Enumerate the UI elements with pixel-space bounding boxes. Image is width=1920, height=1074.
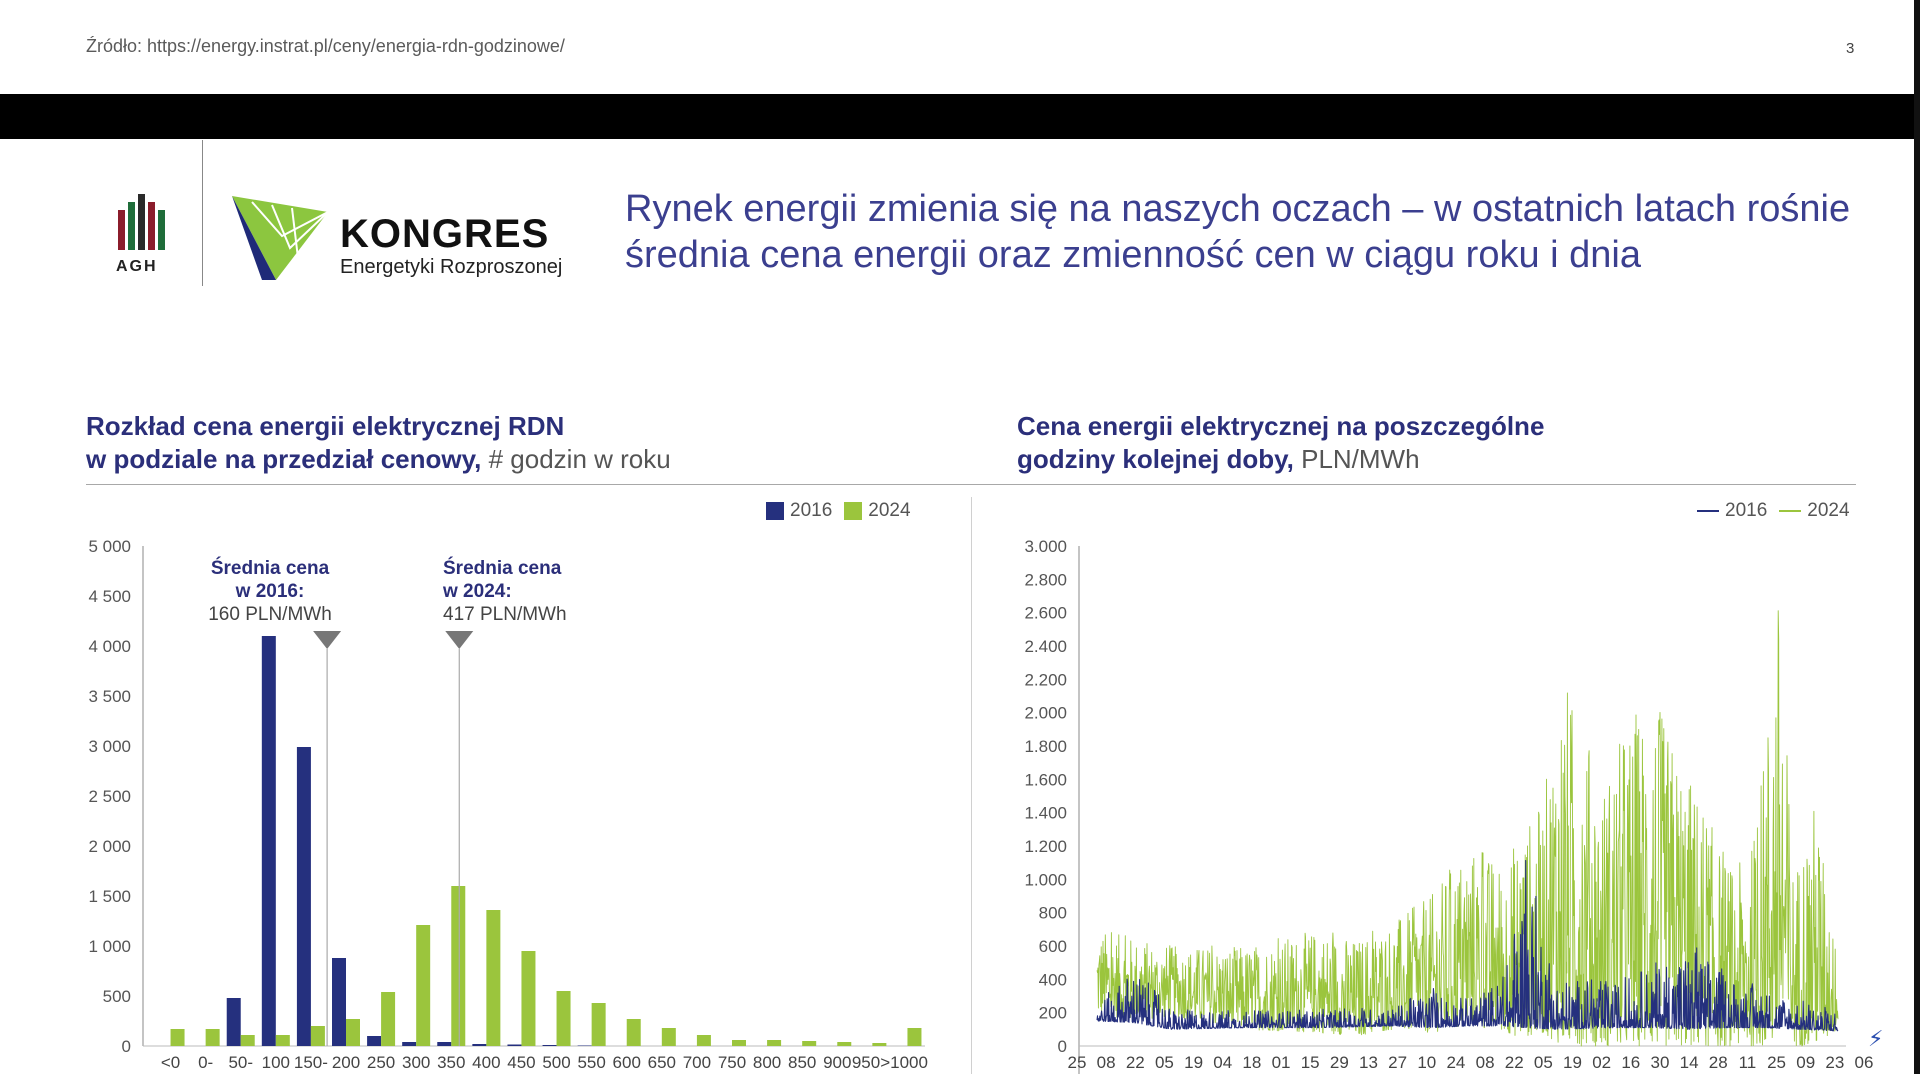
left-y-tick-label: 4 000 — [88, 637, 131, 656]
annotation-2024 — [443, 557, 593, 626]
left-x-tick-label: 100 — [261, 1053, 291, 1072]
bar-2024 — [557, 991, 571, 1046]
right-x-tick-label: 04 — [1213, 1053, 1233, 1072]
left-y-tick-label: 5 000 — [88, 537, 131, 556]
bar-2024 — [627, 1019, 641, 1046]
left-x-tick-label: 750 — [717, 1053, 747, 1072]
bar-2016 — [402, 1042, 416, 1046]
legend-line-label-2024: 2024 — [1807, 500, 1850, 521]
right-y-tick-label: 1.400 — [1024, 803, 1067, 823]
agh-logo-text: AGH — [116, 258, 158, 275]
right-x-tick-label: 28 — [1708, 1053, 1728, 1072]
legend-label-2024: 2024 — [868, 500, 911, 521]
left-title-line1: Rozkład cena energii elektrycznej RDN — [86, 411, 565, 441]
bar-2024 — [451, 886, 465, 1046]
right-x-tick-label: 30 — [1650, 1053, 1670, 1072]
left-y-tick-label: 3 500 — [88, 687, 131, 706]
left-x-tick-label: 900 — [823, 1053, 852, 1072]
left-x-tick-label: 0- — [198, 1053, 214, 1072]
right-x-tick-label: 29 — [1329, 1053, 1349, 1072]
bar-2024 — [521, 951, 535, 1046]
right-x-tick-label: 08 — [1475, 1053, 1495, 1072]
bar-2016 — [367, 1036, 381, 1046]
right-x-tick-label: 13 — [1359, 1053, 1378, 1072]
right-y-tick-label: 1.600 — [1024, 770, 1067, 790]
ann-2016-value: 160 PLN/MWh — [208, 604, 332, 625]
right-x-tick-label: 06 — [1854, 1053, 1874, 1072]
bar-2024 — [802, 1041, 816, 1046]
bar-2016 — [437, 1042, 451, 1046]
bar-2024 — [732, 1040, 746, 1046]
right-y-tick-label: 0 — [1057, 1037, 1067, 1056]
left-y-tick-label: 1 500 — [88, 887, 131, 906]
left-title-unit: # godzin w roku — [481, 444, 671, 474]
right-y-tick-label: 2.600 — [1024, 603, 1067, 623]
right-x-tick-label: 23 — [1825, 1053, 1845, 1072]
left-x-tick-label: 600 — [612, 1053, 641, 1072]
left-y-tick-label: 4 500 — [88, 587, 131, 606]
legend-line-label-2016: 2016 — [1725, 500, 1768, 521]
right-y-tick-label: 600 — [1038, 937, 1067, 956]
left-x-tick-label: 950>1000 — [851, 1053, 928, 1072]
right-title-line1: Cena energii elektrycznej na poszczególne — [1017, 411, 1545, 441]
left-x-tick-label: 300 — [401, 1053, 431, 1072]
bar-2016 — [543, 1045, 557, 1046]
left-title-line2: w podziale na przedział cenowy, — [86, 444, 482, 474]
right-x-tick-label: 25 — [1067, 1053, 1087, 1072]
bar-2024 — [416, 925, 430, 1046]
right-x-tick-label: 19 — [1563, 1053, 1582, 1072]
bar-2016 — [472, 1044, 486, 1046]
left-y-tick-label: 500 — [102, 987, 131, 1006]
ann-2024-value: 417 PLN/MWh — [443, 604, 567, 625]
bar-2016 — [507, 1045, 521, 1047]
source-text: Źródło: https://energy.instrat.pl/ceny/energia-rdn-godzinowe/ — [86, 36, 565, 56]
right-y-tick-label: 800 — [1038, 903, 1067, 923]
bar-2024 — [907, 1028, 921, 1046]
bar-2024 — [171, 1029, 185, 1046]
bar-2024 — [276, 1035, 290, 1046]
left-x-tick-label: 350 — [437, 1053, 466, 1072]
right-x-tick-label: 16 — [1621, 1053, 1641, 1072]
right-title-line2: godziny kolejnej doby, — [1017, 444, 1294, 474]
left-x-tick-label: 550 — [577, 1053, 606, 1072]
left-x-tick-label: 500 — [542, 1053, 571, 1072]
marker-2016-triangle — [313, 631, 341, 649]
bar-2016 — [578, 1046, 592, 1047]
bar-2024 — [697, 1035, 711, 1046]
right-title-unit: PLN/MWh — [1293, 444, 1420, 474]
right-x-tick-label: 27 — [1388, 1053, 1408, 1072]
right-x-tick-label: 15 — [1300, 1053, 1320, 1072]
left-x-tick-label: 400 — [472, 1053, 501, 1072]
line-2024 — [1097, 611, 1838, 1046]
right-x-tick-label: 11 — [1738, 1053, 1757, 1072]
bar-2024 — [486, 910, 500, 1046]
left-x-tick-label: 850 — [787, 1053, 817, 1072]
left-x-tick-label: 200 — [331, 1053, 361, 1072]
right-y-tick-label: 2.800 — [1024, 570, 1067, 590]
bar-2024 — [346, 1019, 360, 1046]
left-y-tick-label: 0 — [121, 1037, 131, 1056]
right-x-tick-label: 05 — [1154, 1053, 1174, 1072]
right-x-tick-label: 10 — [1417, 1053, 1437, 1072]
bolt-icon: ⚡ — [1868, 1026, 1884, 1051]
right-x-tick-label: 09 — [1796, 1053, 1816, 1072]
bar-2024 — [837, 1042, 851, 1046]
bar-2016 — [332, 958, 346, 1046]
ann-2024-line1: Średnia cena — [443, 558, 562, 579]
left-x-tick-label: 450 — [507, 1053, 536, 1072]
bar-2016 — [227, 998, 241, 1046]
left-x-tick-label: 800 — [752, 1053, 782, 1072]
left-x-tick-label: <0 — [160, 1053, 181, 1072]
right-y-tick-label: 3.000 — [1024, 537, 1067, 556]
ann-2016-line1: Średnia cena — [210, 558, 330, 579]
bar-2024 — [381, 992, 395, 1046]
kongres-subtitle: Energetyki Rozproszonej — [340, 256, 563, 278]
left-x-tick-label: 250 — [366, 1053, 396, 1072]
bar-2024 — [872, 1043, 886, 1046]
right-x-tick-label: 14 — [1679, 1053, 1699, 1072]
annotation-2016 — [196, 557, 344, 626]
left-y-tick-label: 1 000 — [88, 937, 131, 956]
right-x-tick-label: 18 — [1242, 1053, 1262, 1072]
bar-2024 — [206, 1029, 220, 1046]
left-x-tick-label: 150- — [293, 1053, 328, 1072]
left-y-tick-label: 2 500 — [88, 787, 131, 806]
page-number: 3 — [1846, 40, 1855, 57]
right-x-tick-label: 19 — [1184, 1053, 1204, 1072]
right-y-tick-label: 1.800 — [1024, 737, 1067, 756]
right-y-tick-label: 1.000 — [1024, 870, 1067, 890]
bar-2024 — [662, 1028, 676, 1046]
right-y-tick-label: 1.200 — [1024, 837, 1067, 856]
left-x-tick-label: 700 — [682, 1053, 712, 1072]
right-x-tick-label: 02 — [1592, 1053, 1612, 1072]
bar-2024 — [311, 1026, 325, 1046]
kongres-title: KONGRES — [340, 212, 550, 256]
left-x-tick-label: 650 — [647, 1053, 677, 1072]
right-y-tick-label: 400 — [1038, 970, 1067, 990]
right-x-tick-label: 22 — [1504, 1053, 1524, 1072]
left-x-tick-label: 50- — [228, 1053, 254, 1072]
right-x-tick-label: 24 — [1446, 1053, 1466, 1072]
bar-2024 — [767, 1040, 781, 1046]
left-y-tick-label: 2 000 — [88, 837, 131, 856]
legend-label-2016: 2016 — [790, 500, 833, 521]
right-y-tick-label: 200 — [1038, 1003, 1067, 1023]
right-x-tick-label: 01 — [1271, 1053, 1291, 1072]
bar-2024 — [592, 1003, 606, 1046]
right-x-tick-label: 05 — [1533, 1053, 1553, 1072]
right-x-tick-label: 25 — [1767, 1053, 1787, 1072]
bar-2024 — [241, 1035, 255, 1046]
right-y-tick-label: 2.200 — [1024, 670, 1067, 690]
ann-2016-line2: w 2016: — [235, 581, 305, 602]
right-x-tick-label: 08 — [1096, 1053, 1116, 1072]
slide-headline: Rynek energii zmienia się na naszych oczach – w ostatnich latach rośnie średnia cena energii oraz zmienność cen w ciągu roku i dnia — [625, 188, 1851, 276]
bar-2016 — [262, 636, 276, 1046]
bar-2016 — [297, 747, 311, 1046]
marker-2024-triangle — [445, 631, 473, 649]
ann-2024-line2: w 2024: — [443, 581, 512, 602]
left-y-tick-label: 3 000 — [88, 737, 131, 756]
right-y-tick-label: 2.400 — [1024, 637, 1067, 656]
right-y-tick-label: 2.000 — [1024, 703, 1067, 723]
right-x-tick-label: 22 — [1125, 1053, 1145, 1072]
